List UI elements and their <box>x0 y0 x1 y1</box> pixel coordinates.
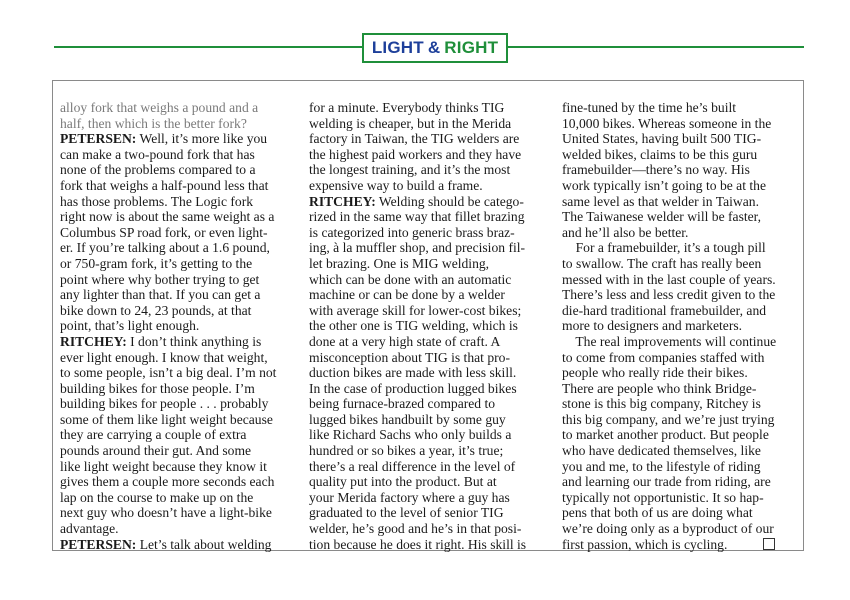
line-text: being furnace-brazed compared to <box>309 396 496 412</box>
line-text: messed with in the last couple of years. <box>562 271 776 287</box>
text-line <box>562 334 798 350</box>
line-text: has those problems. The Logic fork <box>60 193 254 209</box>
text-line <box>60 381 290 397</box>
line-text: building bikes for people . . . probably <box>60 396 269 412</box>
line-text: framebuilder—there’s no way. His <box>562 162 750 178</box>
line-text: There are people who think Bridge- <box>562 380 757 396</box>
line-text: The real improvements will continue <box>562 333 777 349</box>
line-text: hundred or so bikes a year, it’s true; <box>309 443 504 459</box>
speaker-name: PETERSEN: <box>60 536 137 552</box>
line-text: advantage. <box>60 521 119 537</box>
text-line <box>60 537 290 553</box>
section-title-light: LIGHT <box>371 38 424 57</box>
line-text: first passion, which is cycling. <box>562 536 728 552</box>
text-line <box>309 303 547 319</box>
line-text: er. If you’re talking about a 1.6 pound, <box>60 240 270 256</box>
text-line <box>562 381 798 397</box>
text-line <box>562 443 798 459</box>
line-text: to market another product. But people <box>562 427 769 443</box>
line-text: ever light enough. I know that weight, <box>60 349 268 365</box>
text-line <box>562 194 798 210</box>
text-line <box>562 350 798 366</box>
text-line <box>562 287 798 303</box>
text-line <box>309 116 547 132</box>
text-line <box>309 100 547 116</box>
text-line <box>562 365 798 381</box>
line-text: this big company, and we’re just trying <box>562 411 775 427</box>
line-text: welding is cheaper, but in the Merida <box>309 115 512 131</box>
line-text: stone is this big company, Ritchey is <box>562 396 761 412</box>
text-line <box>309 287 547 303</box>
text-line <box>309 194 547 210</box>
text-line <box>309 256 547 272</box>
line-text: building bikes for those people. I’m <box>60 380 255 396</box>
line-text: factory in Taiwan, the TIG welders are <box>309 131 520 147</box>
text-column-1 <box>60 100 290 552</box>
line-text: with average skill for lower-cost bikes; <box>309 302 522 318</box>
line-text: pens that both of us are doing what <box>562 505 753 521</box>
line-text: graduated to the level of senior TIG <box>309 505 504 521</box>
text-line <box>562 256 798 272</box>
text-line <box>60 490 290 506</box>
line-text: duction bikes are made with less skill. <box>309 365 517 381</box>
text-line <box>60 256 290 272</box>
line-text: we’re doing only as a byproduct of our <box>562 521 774 537</box>
text-line <box>309 474 547 490</box>
text-line <box>60 240 290 256</box>
text-line <box>562 178 798 194</box>
line-text: point where why bother trying to get <box>60 271 260 287</box>
line-text: I don’t think anything is <box>126 333 262 349</box>
text-line <box>562 521 798 537</box>
line-text: 10,000 bikes. Whereas someone in the <box>562 115 772 131</box>
text-line <box>309 537 547 553</box>
line-text: to swallow. The craft has really been <box>562 255 762 271</box>
line-text: typically not opportunistic. It so hap- <box>562 489 764 505</box>
text-line <box>562 427 798 443</box>
line-text: bike down to 24, 23 pounds, at that <box>60 302 252 318</box>
text-line <box>60 474 290 490</box>
text-line <box>60 287 290 303</box>
line-text: some of them like light weight because <box>60 411 273 427</box>
end-of-article-box-icon <box>763 538 775 550</box>
text-line <box>309 459 547 475</box>
line-text: same level as that welder in Taiwan. <box>562 193 759 209</box>
text-line <box>309 131 547 147</box>
text-line <box>60 147 290 163</box>
text-line <box>60 350 290 366</box>
line-text: The Taiwanese welder will be faster, <box>562 209 762 225</box>
line-text: misconception about TIG is that pro- <box>309 349 510 365</box>
text-line <box>60 521 290 537</box>
text-line <box>309 334 547 350</box>
text-line <box>562 490 798 506</box>
line-text: expensive way to build a frame. <box>309 177 483 193</box>
line-text: any lighter than that. If you can get a <box>60 287 261 303</box>
section-title-ampersand: & <box>427 38 441 57</box>
line-text: they are carrying a couple of extra <box>60 427 247 443</box>
line-text: let brazing. One is MIG welding, <box>309 255 490 271</box>
text-line <box>60 194 290 210</box>
text-line <box>60 209 290 225</box>
line-text: the other one is TIG welding, which is <box>309 318 518 334</box>
line-text: United States, having built 500 TIG- <box>562 131 762 147</box>
header-rule-right <box>508 46 804 48</box>
line-text: the longest training, and it’s the most <box>309 162 511 178</box>
line-text: gives them a couple more seconds each <box>60 474 275 490</box>
text-line <box>60 412 290 428</box>
header-rule-left <box>54 46 362 48</box>
line-text: your Merida factory where a guy has <box>309 489 510 505</box>
text-line <box>60 318 290 334</box>
line-text: half, then which is the better fork? <box>60 115 247 131</box>
line-text: next guy who doesn’t have a light-bike <box>60 505 272 521</box>
line-text: For a framebuilder, it’s a tough pill <box>562 240 766 256</box>
text-line <box>60 443 290 459</box>
line-text: Let’s talk about welding <box>136 536 272 552</box>
line-text: like light weight because they know it <box>60 458 267 474</box>
text-column-2 <box>309 100 547 552</box>
text-line <box>309 396 547 412</box>
section-title-right: RIGHT <box>444 38 499 57</box>
text-line <box>309 365 547 381</box>
line-text: fine-tuned by the time he’s built <box>562 100 737 115</box>
line-text: quality put into the product. But at <box>309 474 497 490</box>
line-text: Welding should be catego- <box>375 193 524 209</box>
text-line <box>60 334 290 350</box>
line-text: you and me, to the lifestyle of riding <box>562 458 761 474</box>
text-line <box>309 272 547 288</box>
line-text: point, that’s light enough. <box>60 318 200 334</box>
text-line <box>562 131 798 147</box>
line-text: right now is about the same weight as a <box>60 209 275 225</box>
line-text: which can be done with an automatic <box>309 271 512 287</box>
text-line <box>562 318 798 334</box>
text-line <box>309 443 547 459</box>
line-text: alloy fork that weighs a pound and a <box>60 100 259 115</box>
line-text: to come from companies staffed with <box>562 349 765 365</box>
text-line <box>309 381 547 397</box>
text-line <box>562 116 798 132</box>
line-text: done at a very high state of craft. A <box>309 333 501 349</box>
speaker-name: RITCHEY: <box>309 193 376 209</box>
line-text: In the case of production lugged bikes <box>309 380 517 396</box>
line-text: and he’ll also be better. <box>562 224 689 240</box>
line-text: lap on the course to make up on the <box>60 489 254 505</box>
text-line <box>562 240 798 256</box>
line-text: work typically isn’t going to be at the <box>562 177 766 193</box>
text-line <box>60 131 290 147</box>
line-text: rized in the same way that fillet brazing <box>309 209 525 225</box>
text-column-3 <box>562 100 798 552</box>
text-line <box>562 303 798 319</box>
text-line <box>562 459 798 475</box>
text-line <box>309 240 547 256</box>
text-line <box>309 162 547 178</box>
text-line <box>60 178 290 194</box>
line-text: welder, he’s good and he’s in that posi- <box>309 521 522 537</box>
text-line <box>562 209 798 225</box>
text-line <box>562 474 798 490</box>
line-text: is categorized into generic brass braz- <box>309 224 515 240</box>
text-line <box>562 272 798 288</box>
text-line <box>309 350 547 366</box>
text-line <box>60 225 290 241</box>
text-line <box>309 505 547 521</box>
text-line <box>309 427 547 443</box>
line-text: machine or can be done by a welder <box>309 287 505 303</box>
speaker-name: PETERSEN: <box>60 131 137 147</box>
text-line <box>60 396 290 412</box>
line-text: ing, à la muffler shop, and precision fil- <box>309 240 526 256</box>
text-line <box>309 225 547 241</box>
line-text: and learning our trade from riding, are <box>562 474 771 490</box>
text-line <box>309 490 547 506</box>
line-text: tion because he does it right. His skill is <box>309 536 527 552</box>
line-text: there’s a real difference in the level of <box>309 458 516 474</box>
line-text: can make a two-pound fork that has <box>60 146 255 162</box>
line-text: the highest paid workers and they have <box>309 146 522 162</box>
text-line <box>562 147 798 163</box>
line-text: pounds around their gut. And some <box>60 443 252 459</box>
text-line <box>60 365 290 381</box>
text-line <box>562 412 798 428</box>
line-text: none of the problems compared to a <box>60 162 256 178</box>
text-line <box>562 537 798 553</box>
text-line <box>60 162 290 178</box>
line-text: Well, it’s more like you <box>136 131 268 147</box>
text-line <box>562 162 798 178</box>
text-line <box>60 100 290 116</box>
text-line <box>60 303 290 319</box>
line-text: Columbus SP road fork, or even light- <box>60 224 268 240</box>
line-text: fork that weighs a half-pound less that <box>60 177 269 193</box>
line-text: welded bikes, claims to be this guru <box>562 146 758 162</box>
text-line <box>309 147 547 163</box>
text-line <box>60 116 290 132</box>
text-line <box>60 272 290 288</box>
text-line <box>309 412 547 428</box>
text-line <box>309 209 547 225</box>
speaker-name: RITCHEY: <box>60 333 127 349</box>
text-line <box>562 396 798 412</box>
line-text: who have dedicated themselves, like <box>562 443 761 459</box>
text-line <box>309 521 547 537</box>
line-text: or 750-gram fork, it’s getting to the <box>60 255 253 271</box>
line-text: to some people, isn’t a big deal. I’m not <box>60 365 277 381</box>
text-line <box>309 178 547 194</box>
line-text: like Richard Sachs who only builds a <box>309 427 512 443</box>
text-line <box>309 318 547 334</box>
text-line <box>562 100 798 116</box>
text-line <box>562 505 798 521</box>
text-line <box>60 427 290 443</box>
line-text: for a minute. Everybody thinks TIG <box>309 100 505 115</box>
line-text: There’s less and less credit given to the <box>562 287 776 303</box>
line-text: more to designers and marketers. <box>562 318 743 334</box>
line-text: lugged bikes handbuilt by some guy <box>309 411 506 427</box>
section-title <box>362 33 508 63</box>
text-line <box>562 225 798 241</box>
text-line <box>60 505 290 521</box>
line-text: people who really ride their bikes. <box>562 365 748 381</box>
line-text: die-hard traditional framebuilder, and <box>562 302 767 318</box>
text-line <box>60 459 290 475</box>
